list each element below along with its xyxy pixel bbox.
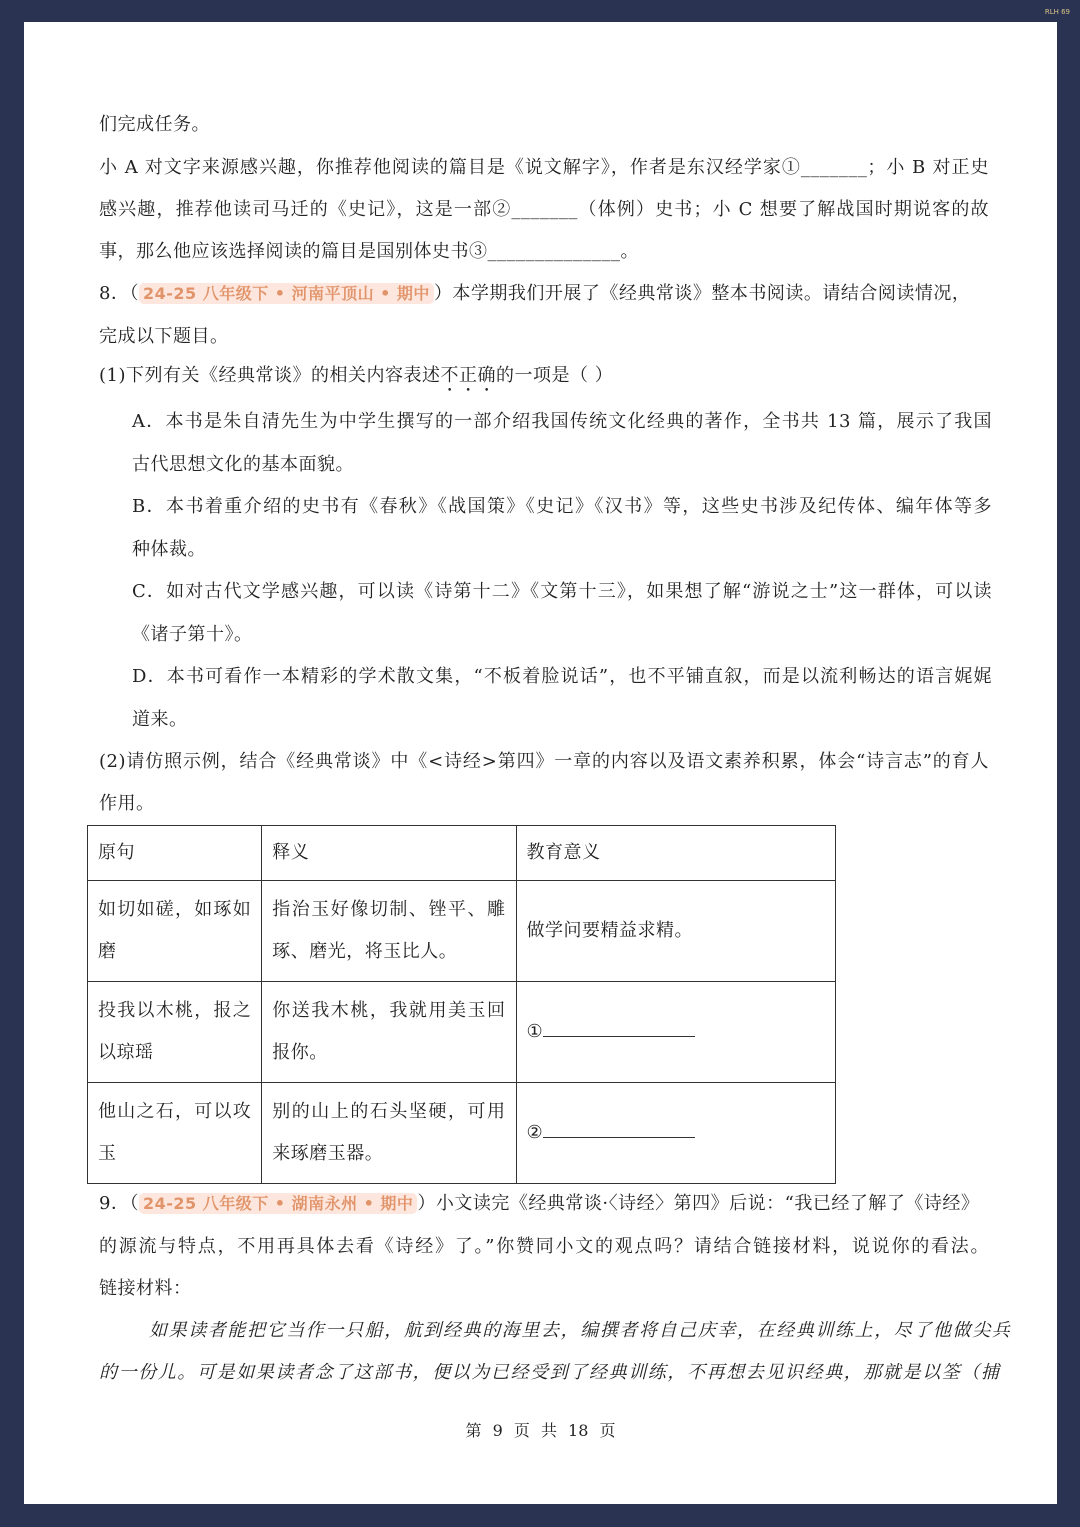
answer-blank[interactable]: [543, 1117, 695, 1138]
answer-table: [87, 825, 836, 1184]
text-line: 们完成任务。: [99, 114, 210, 135]
page-footer: 第 9 页 共 18 页: [465, 1421, 616, 1440]
option-b: B．本书着重介绍的史书有《春秋》《战国策》《史记》《汉书》等，这些史书涉及纪传体、编年体等多: [132, 496, 992, 517]
option-c: C．如对古代文学感兴趣，可以读《诗第十二》《文第十三》，如果想了解“游说之士”这一群体，可以读: [132, 581, 992, 602]
option-b-cont: 种体裁。: [132, 539, 206, 560]
sub-question-1: [99, 363, 989, 396]
document-page: [24, 22, 1057, 1504]
text-line: 感兴趣，推荐他读司马迁的《史记》，这是一部②_______（体例）史书；小 C 想要了解战国时期说客的故: [99, 199, 989, 220]
source-tag: 24-25 八年级下 • 河南平顶山 • 期中: [139, 283, 434, 304]
option-c-cont: 《诸子第十》。: [132, 624, 253, 645]
text-line: 作用。: [99, 793, 155, 814]
table-header: 释义: [262, 826, 516, 881]
material-text: 如果读者能把它当作一只船，航到经典的海里去，编撰者将自己庆幸，在经典训练上，尽了他做尖兵: [149, 1320, 1012, 1341]
sub-question-text: (1)下列有关《经典常谈》的相关内容表述: [99, 365, 441, 386]
table-cell-meaning: 你送我木桃，我就用美玉回报你。: [262, 982, 516, 1083]
question-8-heading: [99, 281, 989, 307]
table-header: 教育意义: [516, 826, 835, 881]
table-header: 原句: [88, 826, 262, 881]
sub-question-text: 的一项是（ ）: [496, 365, 614, 386]
text-line: 小 A 对文字来源感兴趣，你推荐他阅读的篇目是《说文解字》，作者是东汉经学家①_______；小 B 对正史: [99, 157, 989, 178]
table-header-row: [88, 826, 836, 881]
answer-blank[interactable]: [543, 1016, 695, 1037]
option-d: D．本书可看作一本精彩的学术散文集，“不板着脸说话”，也不平铺直叙，而是以流利畅达的语言娓娓: [132, 666, 992, 687]
text-line: 完成以下题目。: [99, 326, 229, 347]
table-cell-education: [516, 982, 835, 1083]
material-text: 的一份儿。可是如果读者念了这部书，便以为已经受到了经典训练，不再想去见识经典，那就是以筌（捕: [99, 1362, 1001, 1383]
question-9-heading: [99, 1191, 989, 1217]
option-d-cont: 道来。: [132, 709, 188, 730]
sub-question-2: (2)请仿照示例，结合《经典常谈》中《<诗经>第四》一章的内容以及语文素养积累，体会“诗言志”的育人: [99, 751, 989, 772]
table-row: [88, 982, 836, 1083]
question-number: 8．（: [99, 283, 139, 304]
option-a-cont: 古代思想文化的基本面貌。: [132, 454, 354, 475]
source-tag: 24-25 八年级下 • 湖南永州 • 期中: [139, 1193, 417, 1214]
table-row: [88, 881, 836, 982]
question-number: 9．（: [99, 1193, 139, 1214]
text-line: 的源流与特点，不用再具体去看《诗经》了。”你赞同小文的观点吗？请结合链接材料，说说你的看法。: [99, 1236, 989, 1257]
blank-number: ①: [526, 1021, 544, 1042]
question-text: ）小文读完《经典常谈·〈诗经〉第四》后说：“我已经了解了《诗经》: [417, 1193, 980, 1214]
table-row: [88, 1083, 836, 1184]
table-cell-original: 投我以木桃，报之以琼瑶: [88, 982, 262, 1083]
question-text: ）本学期我们开展了《经典常谈》整本书阅读。请结合阅读情况，: [433, 283, 971, 304]
table-cell-original: 如切如磋，如琢如磨: [88, 881, 262, 982]
table-cell-education: 做学问要精益求精。: [516, 881, 835, 982]
table-cell-meaning: 指治玉好像切制、锉平、雕琢、磨光，将玉比人。: [262, 881, 516, 982]
emphasis-text: 不正确: [440, 365, 496, 386]
watermark: RLH 69: [1044, 8, 1070, 16]
table-cell-meaning: 别的山上的石头坚硬，可用来琢磨玉器。: [262, 1083, 516, 1184]
blank-number: ②: [526, 1122, 544, 1143]
table-cell-education: [516, 1083, 835, 1184]
material-label: 链接材料：: [99, 1278, 192, 1299]
option-a: A．本书是朱自清先生为中学生撰写的一部介绍我国传统文化经典的著作，全书共 13 篇，展示了我国: [132, 411, 992, 432]
text-line: 事，那么他应该选择阅读的篇目是国别体史书③______________。: [99, 241, 639, 262]
table-cell-original: 他山之石，可以攻玉: [88, 1083, 262, 1184]
